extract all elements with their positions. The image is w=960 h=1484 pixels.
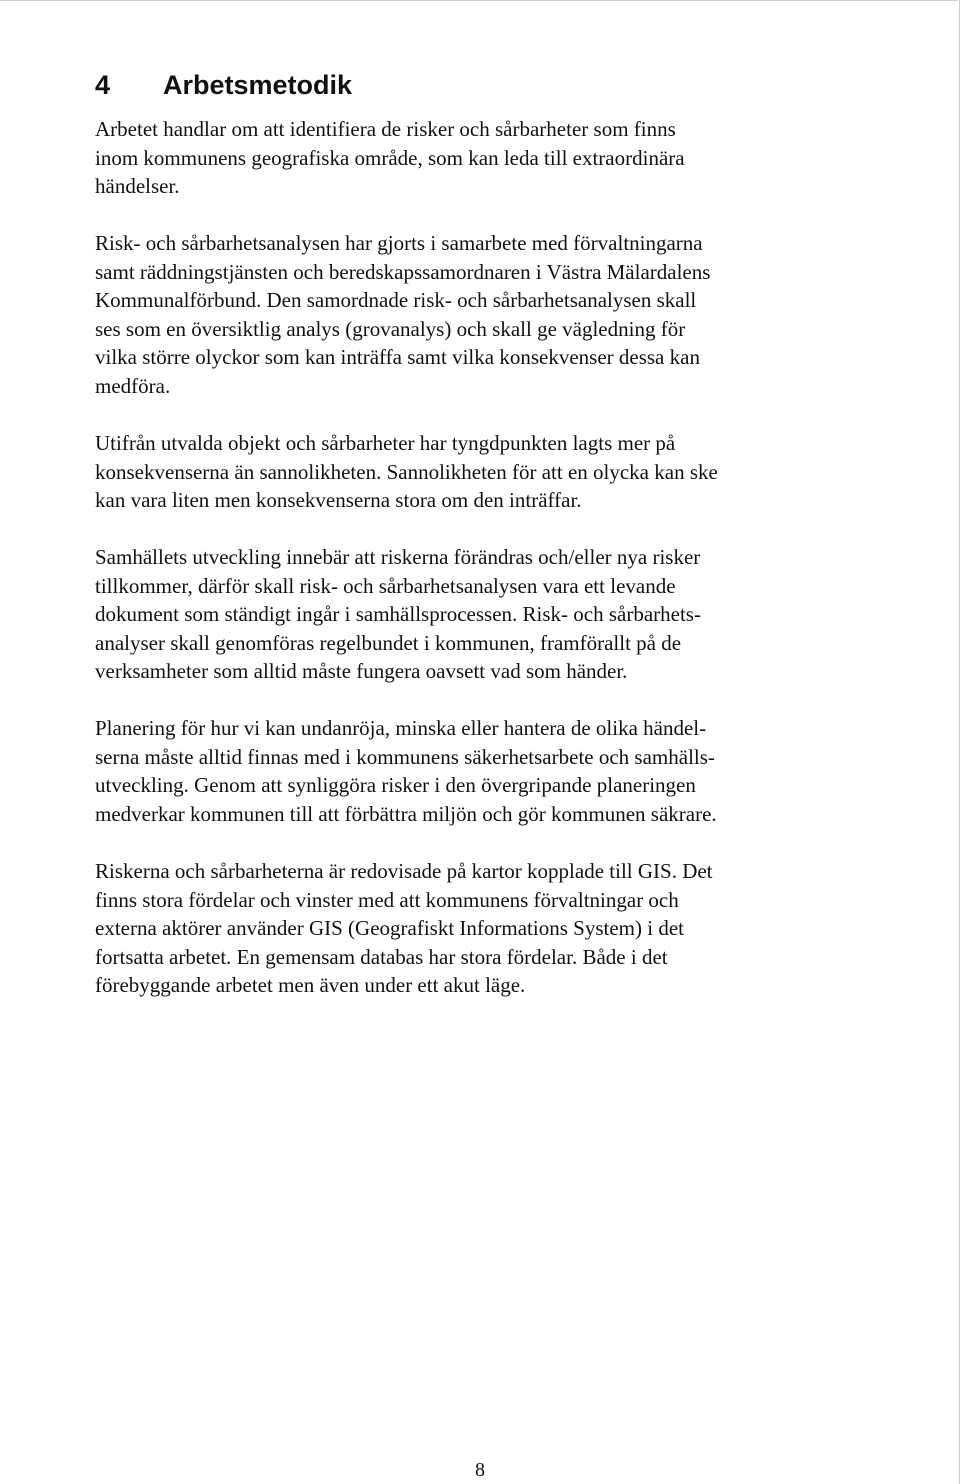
body-paragraph: Riskerna och sårbarheterna är redovisade på kartor kopplade till GIS. Det finns stora fördelar och vinster med att kommunens förvaltningar och externa aktörer använder GIS (Geografiskt Informations System) i det fortsatta arbetet. En gemensam databas har stora fördelar. Både i det förebyggande arbetet men även under ett akut läge. xyxy=(95,859,713,997)
top-border xyxy=(0,0,958,1)
body-paragraph: Utifrån utvalda objekt och sårbarheter har tyngdpunkten lagts mer på konsekvenserna än sannolikheten. Sannolikheten för att en olycka kan ske kan vara liten men konsekvenserna stora om den inträffar. xyxy=(95,431,718,512)
body-paragraph: Arbetet handlar om att identifiera de risker och sårbarheter som finns inom kommunens geografiska område, som kan leda till extraordinära händelser. xyxy=(95,117,685,198)
section-heading xyxy=(95,67,352,103)
body-paragraph: Risk- och sårbarhetsanalysen har gjorts i samarbete med förvaltningarna samt räddningstjänsten och beredskapssamordnaren i Västra Mälardalens Kommunalförbund. Den samordnade risk- och sårbarhetsanalysen skall ses som en översiktlig analys (grovanalys) och skall ge vägledning för vilka större olyckor som kan inträffa samt vilka konsekvenser dessa kan medföra. xyxy=(95,231,711,398)
page-number: 8 xyxy=(475,1459,485,1481)
body-paragraph: Samhällets utveckling innebär att riskerna förändras och/eller nya risker tillkommer, därför skall risk- och sårbarhetsanalysen vara ett levande dokument som ständigt ingår i samhällsprocessen. Risk- och sårbarhets- analyser skall genomföras regelbundet i kommunen, framförallt på de verksamheter som alltid måste fungera oavsett vad som händer. xyxy=(95,545,701,683)
section-number: 4 xyxy=(95,70,111,100)
body-paragraph: Planering för hur vi kan undanröja, minska eller hantera de olika händel- serna måste alltid finnas med i kommunens säkerhetsarbete och samhälls- utveckling. Genom att synliggöra risker i den övergripande planeringen medverkar kommunen till att förbättra miljön och gör kommunen säkrare. xyxy=(95,716,717,826)
section-title: Arbetsmetodik xyxy=(163,70,353,100)
